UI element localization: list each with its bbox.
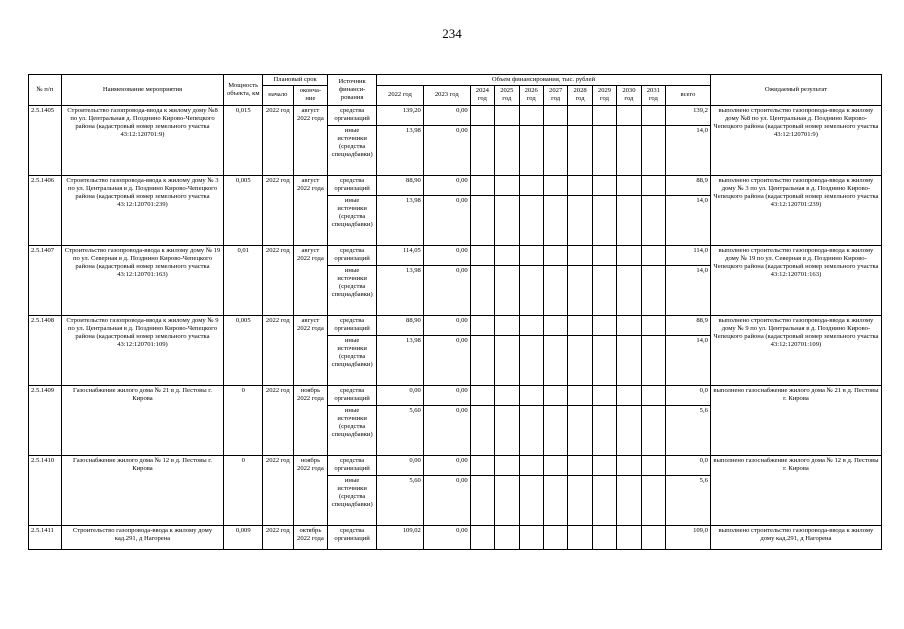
amount-empty [641,455,665,475]
capacity: 0 [224,385,263,455]
amount-empty [617,315,641,335]
row-number: 2.5.1408 [29,315,62,385]
start-term: 2022 год [263,105,294,175]
funding-source: иные источники (средства спецнадбавки) [328,405,377,455]
amount-empty [568,315,592,335]
amount-empty [519,175,543,195]
funding-source: иные источники (средства спецнадбавки) [328,335,377,385]
amount-2022: 13,98 [377,335,424,385]
capacity: 0,015 [224,105,263,175]
table-header [29,75,882,106]
end-term: август 2022 года [293,175,328,245]
col-total: всего [666,86,711,105]
amount-empty [641,245,665,265]
amount-empty [543,245,567,265]
col-year: 2029 год [592,86,616,105]
amount-empty [568,105,592,125]
col-start: начало [263,86,294,105]
amount-empty [470,525,494,549]
col-end: оконча-ние [293,86,328,105]
col-result: Ожидаемый результат [710,75,881,106]
amount-empty [470,405,494,455]
amount-2023: 0,00 [423,525,470,549]
amount-empty [617,195,641,245]
amount-empty [543,265,567,315]
end-term: август 2022 года [293,105,328,175]
amount-empty [592,105,616,125]
amount-2023: 0,00 [423,455,470,475]
amount-empty [641,335,665,385]
amount-empty [543,335,567,385]
start-term: 2022 год [263,245,294,315]
amount-total: 5,6 [666,405,711,455]
measure-name: Газоснабжение жилого дома № 12 в д. Пестовы г. Кирова [61,455,224,525]
amount-empty [592,125,616,175]
amount-empty [470,475,494,525]
amount-empty [495,405,519,455]
start-term: 2022 год [263,315,294,385]
end-term: ноябрь 2022 года [293,455,328,525]
amount-empty [568,265,592,315]
amount-empty [543,195,567,245]
amount-empty [495,475,519,525]
start-term: 2022 год [263,385,294,455]
amount-empty [495,195,519,245]
amount-2022: 13,98 [377,265,424,315]
start-term: 2022 год [263,175,294,245]
amount-total: 14,0 [666,265,711,315]
amount-empty [519,125,543,175]
amount-empty [543,455,567,475]
funding-source: иные источники (средства спецнадбавки) [328,475,377,525]
funding-source: средства организаций [328,245,377,265]
amount-2023: 0,00 [423,195,470,245]
amount-empty [592,475,616,525]
amount-empty [470,195,494,245]
amount-2023: 0,00 [423,385,470,405]
row-number: 2.5.1409 [29,385,62,455]
capacity: 0,005 [224,315,263,385]
amount-empty [617,125,641,175]
amount-2022: 0,00 [377,455,424,475]
expected-result: выполнено строительство газопровода-ввода к жилому дому № 9 по ул. Центральная в д. Позднино Кирово-Чепецкого района (кадастровый номер земельного участка 43:12:120701:109) [710,315,881,385]
amount-empty [470,315,494,335]
amount-empty [495,105,519,125]
amount-2022: 88,90 [377,315,424,335]
amount-empty [568,405,592,455]
end-term: октябрь 2022 года [293,525,328,549]
amount-empty [495,335,519,385]
amount-2022: 114,05 [377,245,424,265]
measure-name: Строительство газопровода-ввода к жилому дому № 19 по ул. Северная в д. Позднино Кирово-Чепецкого района (кадастровый номер земельного участка 43:12:120701:163) [61,245,224,315]
table-row [29,245,882,265]
amount-total: 88,9 [666,315,711,335]
amount-empty [617,175,641,195]
amount-2022: 109,02 [377,525,424,549]
amount-empty [543,105,567,125]
amount-2023: 0,00 [423,475,470,525]
amount-empty [568,525,592,549]
row-number: 2.5.1411 [29,525,62,549]
amount-empty [543,405,567,455]
amount-total: 139,2 [666,105,711,125]
end-term: август 2022 года [293,315,328,385]
measure-name: Строительство газопровода-ввода к жилому дому № 9 по ул. Центральная в д. Позднино Кирово-Чепецкого района (кадастровый номер земельного участка 43:12:120701:109) [61,315,224,385]
amount-empty [519,105,543,125]
amount-total: 0,0 [666,455,711,475]
col-plan-term: Плановый срок [263,75,328,86]
col-year: 2028 год [568,86,592,105]
col-year: 2030 год [617,86,641,105]
amount-empty [641,265,665,315]
amount-empty [470,335,494,385]
funding-source: средства организаций [328,315,377,335]
amount-empty [568,455,592,475]
amount-empty [519,265,543,315]
amount-2023: 0,00 [423,265,470,315]
amount-empty [617,105,641,125]
measure-name: Строительство газопровода-ввода к жилому дому № 3 по ул. Центральная в д. Позднино Кирово-Чепецкого района (кадастровый номер земельного участка 43:12:120701:239) [61,175,224,245]
amount-empty [519,195,543,245]
amount-empty [617,245,641,265]
col-name: Наименование мероприятия [61,75,224,106]
amount-empty [592,385,616,405]
amount-empty [495,175,519,195]
funding-source: иные источники (средства спецнадбавки) [328,125,377,175]
amount-2023: 0,00 [423,175,470,195]
table-row [29,385,882,405]
amount-empty [641,195,665,245]
amount-empty [543,315,567,335]
amount-empty [470,265,494,315]
funding-source: средства организаций [328,385,377,405]
col-year: 2027 год [543,86,567,105]
amount-empty [470,455,494,475]
amount-2023: 0,00 [423,105,470,125]
expected-result: выполнено строительство газопровода-ввода к жилому дому №8 по ул. Центральная д. Позднино Кирово-Чепецкого района (кадастровый номер земельного участка 43:12:120701:9) [710,105,881,175]
amount-empty [470,125,494,175]
amount-empty [617,385,641,405]
amount-empty [592,405,616,455]
end-term: ноябрь 2022 года [293,385,328,455]
amount-empty [470,105,494,125]
amount-empty [519,315,543,335]
amount-total: 88,9 [666,175,711,195]
amount-empty [568,175,592,195]
col-year: 2026 год [519,86,543,105]
amount-empty [568,125,592,175]
capacity: 0,009 [224,525,263,549]
amount-empty [543,475,567,525]
amount-empty [617,335,641,385]
amount-empty [641,475,665,525]
amount-total: 14,0 [666,335,711,385]
expected-result: выполнено строительство газопровода-ввода к жилому дому № 3 по ул. Центральная в д. Позднино Кирово-Чепецкого района (кадастровый номер земельного участка 43:12:120701:239) [710,175,881,245]
amount-empty [470,385,494,405]
amount-empty [568,475,592,525]
expected-result: выполнено строительство газопровода-ввода к жилому дому кад.291, д Нагорена [710,525,881,549]
capacity: 0,005 [224,175,263,245]
funding-source: средства организаций [328,105,377,125]
amount-empty [519,245,543,265]
amount-2023: 0,00 [423,405,470,455]
amount-total: 14,0 [666,195,711,245]
row-number: 2.5.1407 [29,245,62,315]
table-row [29,455,882,475]
amount-total: 14,0 [666,125,711,175]
amount-empty [519,475,543,525]
table-row [29,315,882,335]
amount-empty [641,385,665,405]
amount-empty [568,245,592,265]
col-year: 2031 год [641,86,665,105]
expected-result: выполнено газоснабжение жилого дома № 12 в д. Пестовы г. Кирова [710,455,881,525]
amount-empty [592,455,616,475]
col-year: 2025 год [495,86,519,105]
amount-empty [592,315,616,335]
amount-empty [617,525,641,549]
amount-empty [641,125,665,175]
amount-empty [543,175,567,195]
amount-empty [543,125,567,175]
amount-empty [495,385,519,405]
expected-result: выполнено строительство газопровода-ввода к жилому дому № 19 по ул. Северная в д. Позднино Кирово-Чепецкого района (кадастровый номер земельного участка 43:12:120701:163) [710,245,881,315]
page-number: 234 [442,26,462,41]
amount-empty [470,175,494,195]
amount-empty [592,195,616,245]
funding-source: средства организаций [328,175,377,195]
col-year: 2024 год [470,86,494,105]
funding-source: иные источники (средства спецнадбавки) [328,265,377,315]
amount-empty [519,455,543,475]
funding-source: средства организаций [328,525,377,549]
amount-empty [641,525,665,549]
amount-total: 0,0 [666,385,711,405]
amount-empty [519,385,543,405]
amount-empty [592,265,616,315]
amount-empty [543,525,567,549]
amount-2022: 139,20 [377,105,424,125]
amount-2023: 0,00 [423,245,470,265]
amount-empty [568,195,592,245]
measure-name: Строительство газопровода-ввода к жилому дому №8 по ул. Центральная д. Позднино Кирово-Чепецкого района (кадастровый номер земельного участка 43:12:120701:9) [61,105,224,175]
amount-empty [592,175,616,195]
amount-empty [617,265,641,315]
amount-2022: 88,90 [377,175,424,195]
amount-empty [495,125,519,175]
amount-empty [617,455,641,475]
table-row [29,175,882,195]
capacity: 0,01 [224,245,263,315]
amount-empty [641,315,665,335]
row-number: 2.5.1405 [29,105,62,175]
row-number: 2.5.1410 [29,455,62,525]
amount-empty [543,385,567,405]
amount-empty [592,525,616,549]
start-term: 2022 год [263,525,294,549]
amount-empty [592,335,616,385]
col-year: 2022 год [377,86,424,105]
funding-source: иные источники (средства спецнадбавки) [328,195,377,245]
amount-empty [641,405,665,455]
amount-empty [617,405,641,455]
table-row [29,525,882,549]
table-row [29,105,882,125]
funding-table [28,74,882,550]
amount-2023: 0,00 [423,125,470,175]
amount-2022: 0,00 [377,385,424,405]
expected-result: выполнено газоснабжение жилого дома № 21 в д. Пестовы г. Кирова [710,385,881,455]
amount-empty [568,335,592,385]
funding-source: средства организаций [328,455,377,475]
amount-empty [519,335,543,385]
table-body [29,105,882,549]
col-capacity: Мощность объекта, км [224,75,263,106]
amount-empty [470,245,494,265]
amount-total: 5,6 [666,475,711,525]
amount-2023: 0,00 [423,335,470,385]
amount-empty [641,105,665,125]
amount-empty [592,245,616,265]
measure-name: Газоснабжение жилого дома № 21 в д. Пестовы г. Кирова [61,385,224,455]
amount-empty [617,475,641,525]
amount-empty [495,265,519,315]
capacity: 0 [224,455,263,525]
col-year: 2023 год [423,86,470,105]
amount-empty [568,385,592,405]
end-term: август 2022 года [293,245,328,315]
amount-2022: 5,60 [377,405,424,455]
amount-2022: 13,98 [377,195,424,245]
amount-2022: 5,60 [377,475,424,525]
amount-empty [495,245,519,265]
row-number: 2.5.1406 [29,175,62,245]
amount-empty [495,525,519,549]
start-term: 2022 год [263,455,294,525]
amount-empty [519,525,543,549]
col-funding: Объем финансирования, тыс. рублей [377,75,711,86]
measure-name: Строительство газопровода-ввода к жилому дому кад.291, д Нагорена [61,525,224,549]
col-no: № п/п [29,75,62,106]
amount-2022: 13,98 [377,125,424,175]
amount-empty [641,175,665,195]
amount-total: 109,0 [666,525,711,549]
amount-total: 114,0 [666,245,711,265]
amount-empty [495,315,519,335]
col-source: Источник финанси-рования [328,75,377,106]
amount-2023: 0,00 [423,315,470,335]
amount-empty [519,405,543,455]
amount-empty [495,455,519,475]
